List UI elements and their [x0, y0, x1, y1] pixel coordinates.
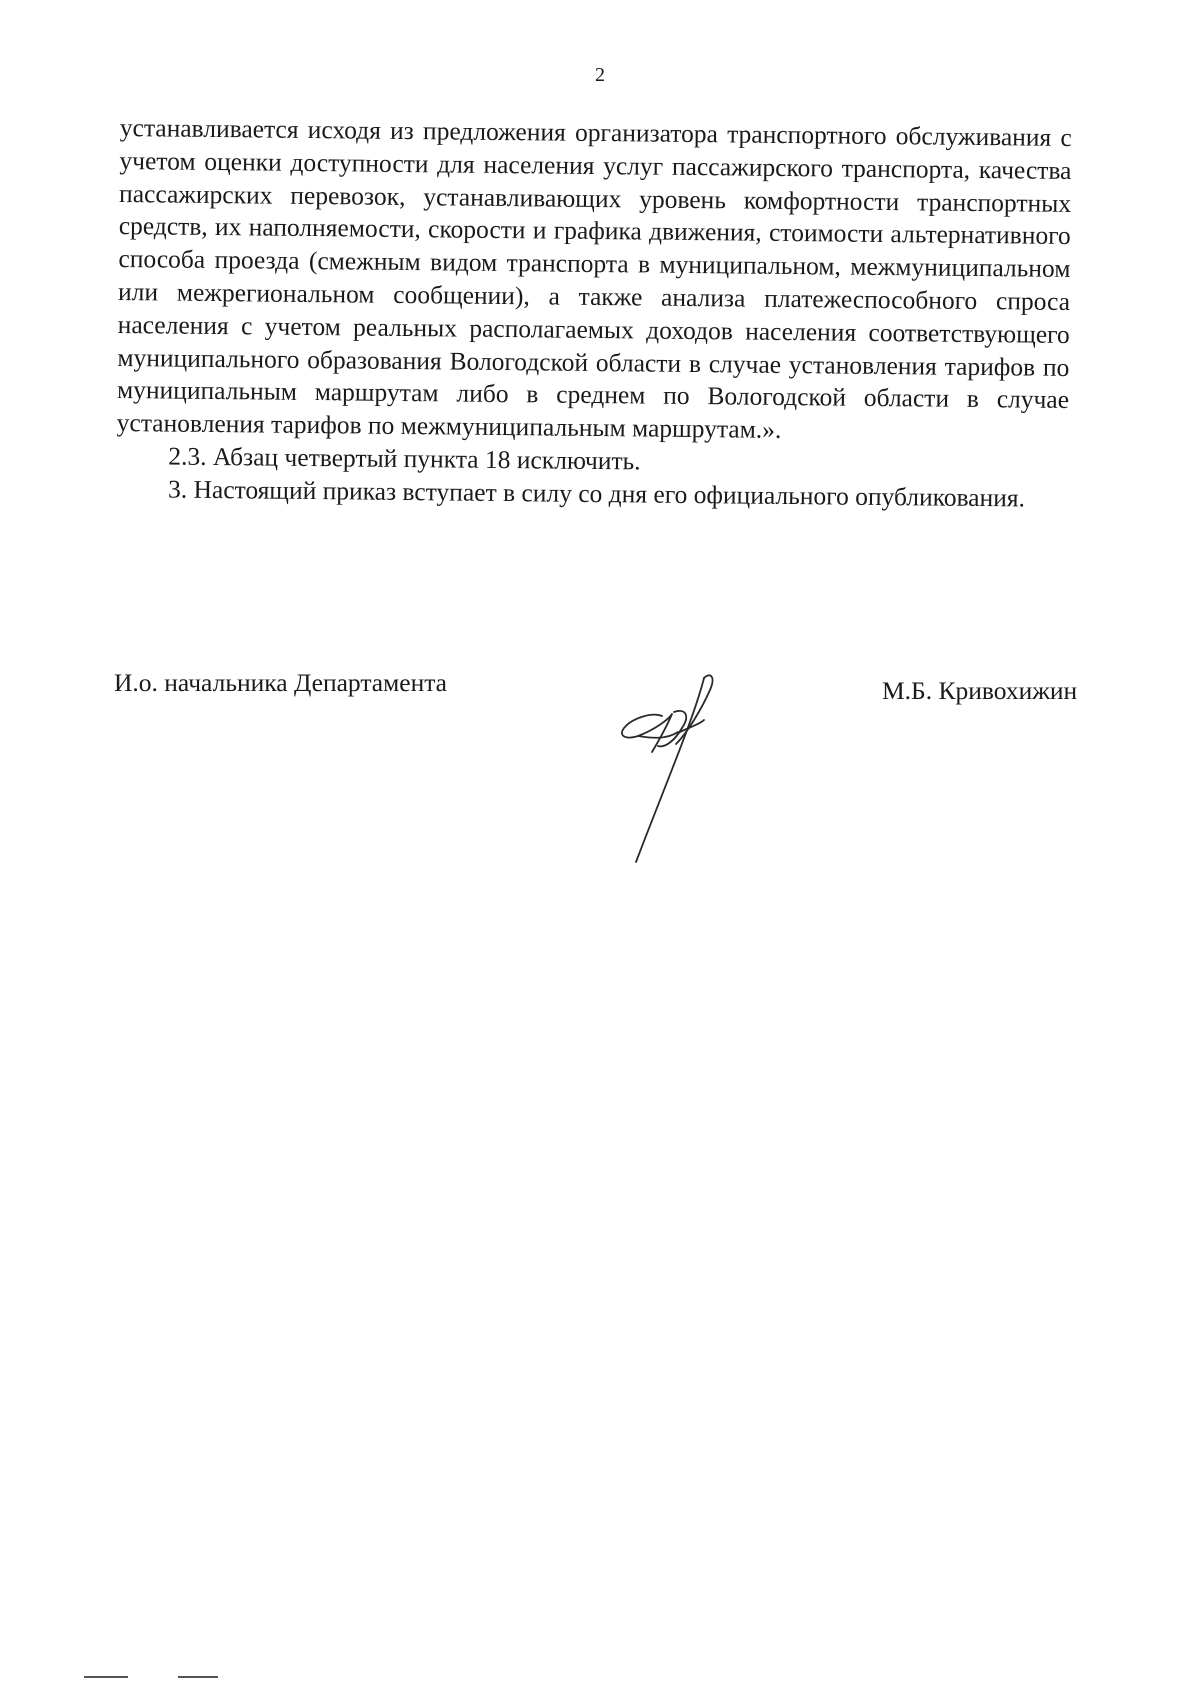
signature-block — [114, 668, 1100, 868]
document-body — [116, 112, 1072, 516]
signer-name: М.Б. Кривохижин — [882, 676, 1078, 705]
paragraph-item-2-3: 2.3. Абзац четвертый пункта 18 исключить. — [168, 441, 641, 476]
handwritten-signature — [554, 628, 754, 868]
page-number: 2 — [595, 64, 605, 86]
paragraph-continuation: устанавливается исходя из предложения организатора транспортного обслуживания с учетом оценки доступности для населения услуг пассажирского транспорта, качества пассажирских перевозок, устанавливающих уровень комфортности транспортных средств, их наполняемости, скорости и графика движения, стоимости альтернативного способа проезда (смежным видом транспорта в муниципальном, межмуниципальном или межрегиональном сообщении), а также анализа платежеспособного спроса населения с учетом реальных располагаемых доходов населения соответствующего муниципального образования Вологодской области в случае установления тарифов по муниципальным маршрутам либо в среднем по Вологодской области в случае установления тарифов по межмуниципальным маршрутам.». — [116, 112, 1072, 445]
scan-margin-marks — [84, 1676, 224, 1680]
paragraph-item-3: 3. Настоящий приказ вступает в силу со дня его официального опубликования. — [167, 474, 1026, 513]
signer-title: И.о. начальника Департамента — [114, 668, 447, 697]
